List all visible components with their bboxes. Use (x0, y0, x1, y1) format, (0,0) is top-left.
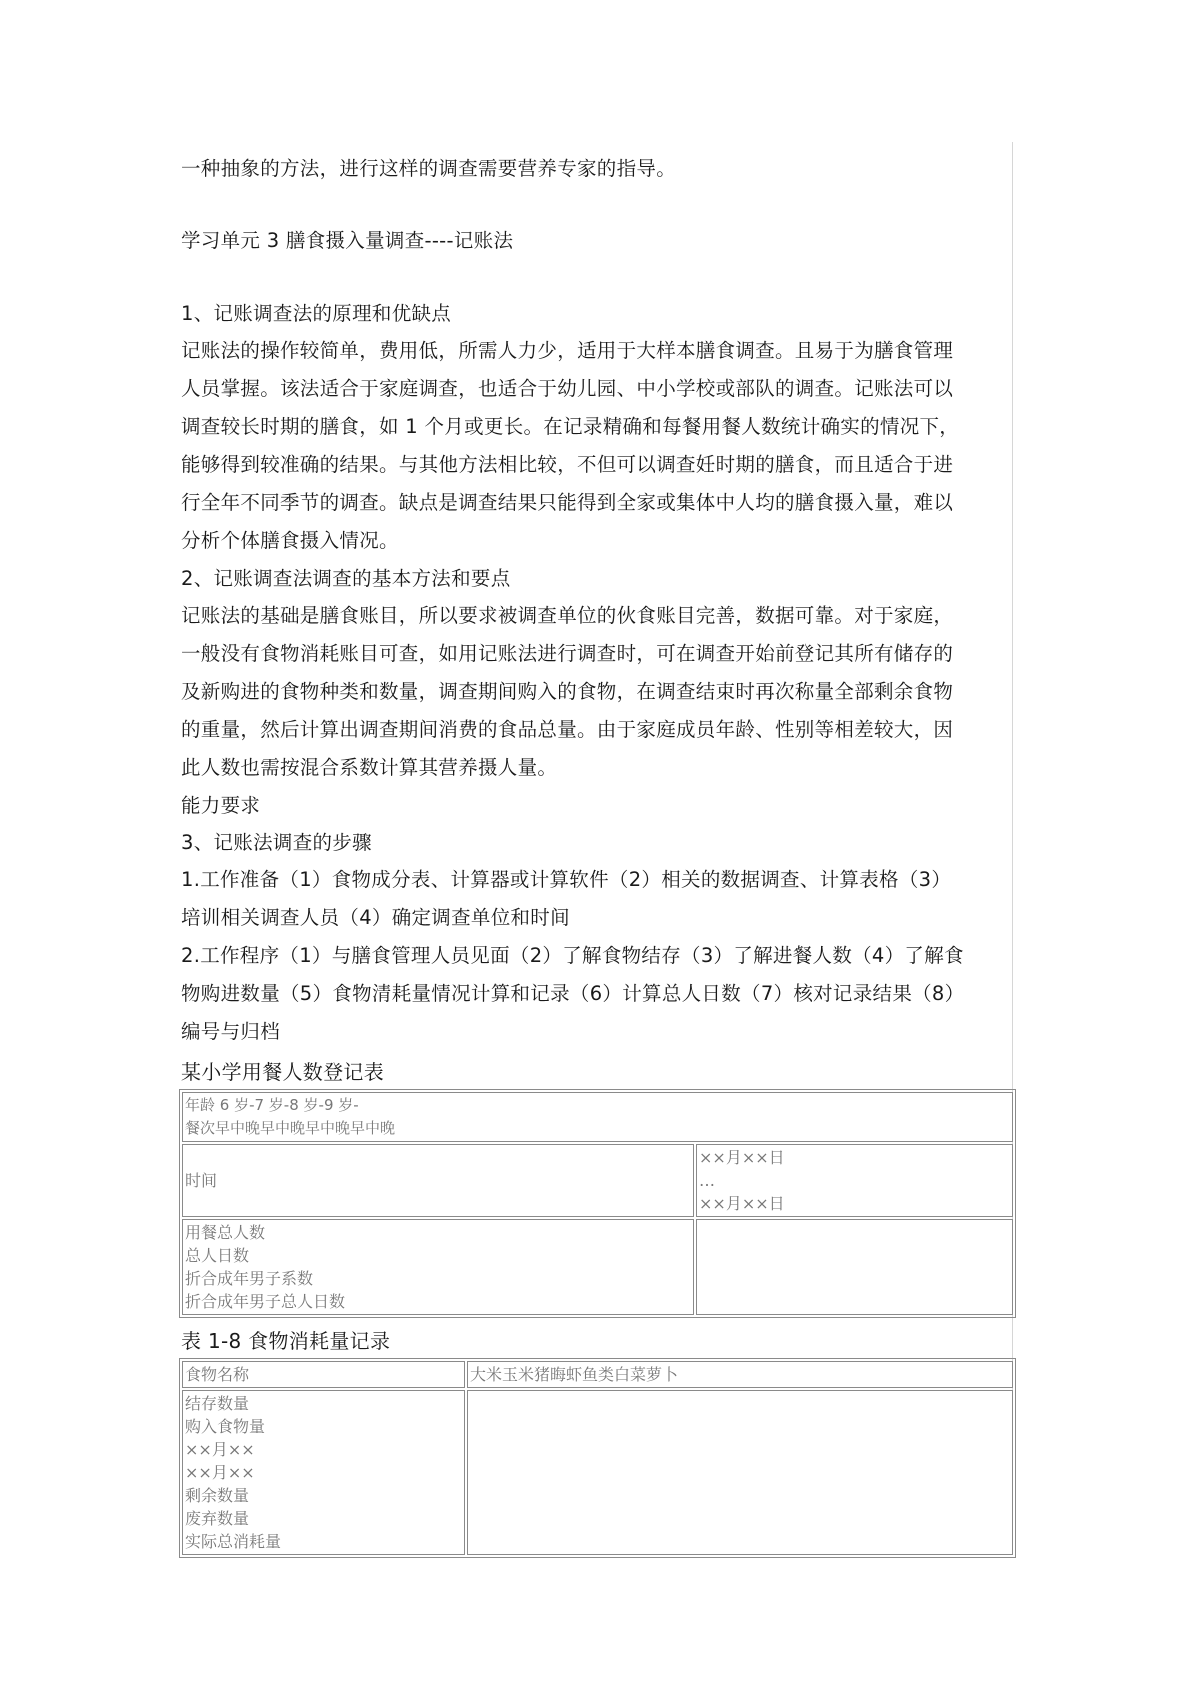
paragraph-line: 一般没有食物消耗账目可查，如用记账法进行调查时，可在调查开始前登记其所有储存的 (181, 642, 954, 665)
time-label-cell (182, 1144, 694, 1217)
dates-cell (696, 1144, 1013, 1217)
summary-label: 总人日数 (185, 1246, 250, 1265)
food-items-header-cell (467, 1361, 1013, 1388)
section1-heading: 1、记账调查法的原理和优缺点 (181, 302, 452, 325)
section2-paragraph (181, 597, 1016, 787)
food-name-header-cell (182, 1361, 465, 1388)
table-row (182, 1219, 1013, 1315)
table-row (182, 1092, 1013, 1142)
values-cell (467, 1390, 1013, 1555)
age-meal-header-cell (182, 1092, 1013, 1142)
row-label: ××月×× (185, 1463, 255, 1482)
food-name-label: 食物名称 (185, 1365, 250, 1384)
step-line: 2.工作程序（1）与膳食管理人员见面（2）了解食物结存（3）了解进餐人数（4）了解食 (181, 944, 964, 967)
table1-caption: 某小学用餐人数登记表 (181, 1060, 384, 1084)
paragraph-line: 行全年不同季节的调查。缺点是调查结果只能得到全家或集体中人均的膳食摄入量，难以 (181, 491, 954, 514)
meal-count-table (179, 1089, 1016, 1318)
ellipsis-label: … (699, 1171, 715, 1190)
paragraph-line: 调查较长时期的膳食，如 1 个月或更长。在记录精确和每餐用餐人数统计确实的情况下， (181, 415, 960, 438)
food-consumption-table (179, 1358, 1016, 1558)
summary-labels-cell (182, 1219, 694, 1315)
section3-heading: 3、记账法调查的步骤 (181, 831, 372, 854)
paragraph-line: 记账法的操作较简单，费用低，所需人力少，适用于大样本膳食调查。且易于为膳食管理 (181, 339, 954, 362)
summary-label: 折合成年男子总人日数 (185, 1292, 346, 1311)
ability-heading: 能力要求 (181, 794, 261, 817)
table-row (182, 1390, 1013, 1555)
paragraph-line: 及新购进的食物种类和数量，调查期间购入的食物，在调查结束时再次称量全部剩余食物 (181, 680, 954, 703)
section2-heading: 2、记账调查法调查的基本方法和要点 (181, 567, 511, 590)
section3-steps (181, 861, 1016, 1051)
paragraph-line: 能够得到较准确的结果。与其他方法相比较，不但可以调查妊时期的膳食，而且适合于进 (181, 453, 954, 476)
date-label: ××月××日 (699, 1194, 785, 1213)
meal-header: 餐次早中晚早中晚早中晚早中晚 (185, 1119, 396, 1137)
paragraph-line: 此人数也需按混合系数计算其营养摄人量。 (181, 756, 558, 779)
table-row (182, 1144, 1013, 1217)
step-line: 物购进数量（5）食物清耗量情况计算和记录（6）计算总人日数（7）核对记录结果（8） (181, 982, 965, 1005)
summary-label: 用餐总人数 (185, 1223, 266, 1242)
section1-paragraph (181, 332, 1016, 560)
document-body (181, 150, 1016, 1558)
row-label: 剩余数量 (185, 1486, 250, 1505)
paragraph-line: 分析个体膳食摄入情况。 (181, 529, 399, 552)
table-row (182, 1361, 1013, 1388)
unit-title: 学习单元 3 膳食摄入量调查----记账法 (181, 229, 514, 252)
summary-values-cell (696, 1219, 1013, 1315)
time-label: 时间 (185, 1171, 218, 1190)
row-label: 购入食物量 (185, 1417, 266, 1436)
summary-label: 折合成年男子系数 (185, 1269, 314, 1288)
step-line: 1.工作准备（1）食物成分表、计算器或计算软件（2）相关的数据调查、计算表格（3） (181, 868, 952, 891)
row-labels-cell (182, 1390, 465, 1555)
row-label: 实际总消耗量 (185, 1532, 282, 1551)
row-label: ××月×× (185, 1440, 255, 1459)
date-label: ××月××日 (699, 1148, 785, 1167)
intro-line: 一种抽象的方法，进行这样的调查需要营养专家的指导。 (181, 157, 677, 180)
step-line: 编号与归档 (181, 1020, 281, 1043)
paragraph-line: 记账法的基础是膳食账目，所以要求被调查单位的伙食账目完善，数据可靠。对于家庭， (181, 604, 954, 627)
paragraph-line: 人员掌握。该法适合于家庭调查，也适合于幼儿园、中小学校或部队的调查。记账法可以 (181, 377, 954, 400)
row-label: 废弃数量 (185, 1509, 250, 1528)
age-header: 年龄 6 岁-7 岁-8 岁-9 岁- (185, 1096, 359, 1114)
step-line: 培训相关调查人员（4）确定调查单位和时间 (181, 906, 570, 929)
table2-caption: 表 1-8 食物消耗量记录 (181, 1329, 391, 1353)
row-label: 结存数量 (185, 1394, 250, 1413)
paragraph-line: 的重量，然后计算出调查期间消费的食品总量。由于家庭成员年龄、性别等相差较大，因 (181, 718, 954, 741)
food-items-label: 大米玉米猪晦虾鱼类白菜萝卜 (470, 1365, 679, 1384)
